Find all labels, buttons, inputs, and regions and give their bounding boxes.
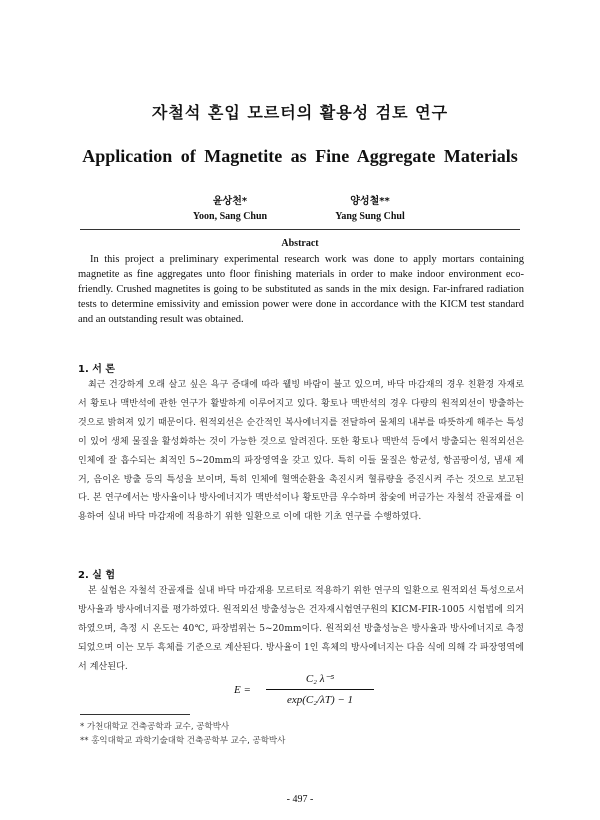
abstract-heading: Abstract	[281, 238, 319, 249]
author-1-name-korean: 윤상천*	[212, 196, 248, 207]
title-korean: 자철석 혼입 모르터의 활용성 검토 연구	[151, 103, 449, 122]
abstract-text: In this project a preliminary experimental research work was done to apply mortars containing magnetite as fine aggregates unto floor finishing materials in order to make indoor environment eco-friendly. Crushed magnetites is going to be substituted as sands in the mix design. Far-infrared radiation tests to determine emissivity and emission power were done in accordance with the KICM test standard and an outstanding result was obtained.	[78, 254, 524, 325]
page-number: - 497 -	[286, 794, 314, 805]
radiation-formula	[234, 670, 384, 718]
author-2	[300, 192, 440, 222]
author-2-name-korean: 양성철**	[350, 196, 390, 207]
formula-lhs: E =	[234, 684, 251, 696]
formula-denominator: exp(C₂/λT) − 1	[286, 694, 354, 706]
formula-fraction-bar	[266, 689, 374, 690]
formula-fraction	[266, 670, 374, 709]
title-english: Application of Magnetite as Fine Aggregate Materials	[82, 146, 518, 166]
author-2-name-english: Yang Sung Chul	[335, 211, 405, 222]
section-1-heading: 1. 서 론	[78, 364, 116, 375]
footnote-1: * 가천대학교 건축공학과 교수, 공학박사	[80, 722, 230, 732]
section-2-heading: 2. 실 험	[78, 570, 116, 581]
header-divider	[80, 229, 520, 230]
formula-numerator: C₂ λ⁻⁵	[305, 673, 335, 685]
section-1-text: 최근 건강하게 오래 살고 싶은 욕구 증대에 따라 웰빙 바람이 불고 있으며, 바닥 마감재의 경우 친환경 자재로서 황토나 맥반석에 관한 연구가 활발하게 이루어지고 있다. 황토나 맥반석의 경우 다량의 원적외선이 방출하는 것으로 밝혀져 있기 때문이다. 원적외선은 순간적인 복사에너지를 전달하여 물체의 내부를 따뜻하게 해주는 특성이 있어 생체 물질을 활성화하는 것이 가능한 것으로 알려진다. 또한 황토나 맥반석 등에서 방출되는 원적외선은 인체에 잘 흡수되는 최적인 5~20mm의 파장영역을 갖고 있다. 특히 이들 물질은 항균성, 항곰팡이성, 냄새 제거, 음이온 방출 등의 특성을 보이며, 특히 인체에 혈액순환을 촉진시켜 혈류량을 증진시켜 주는 것으로 보고된다. 본 연구에서는 방사율이나 방사에너지가 맥반석이나 황토만큼 우수하며 참숯에 버금가는 자철석 잔골재를 이용하여 실내 바닥 마감재에 적용하기 위한 일환으로 이에 대한 기초 연구를 수행하였다.	[78, 380, 524, 523]
footnote-divider	[80, 714, 190, 715]
author-1-name-english: Yoon, Sang Chun	[192, 211, 268, 222]
section-2-text: 본 실험은 자철석 잔골재를 실내 바닥 마감재용 모르터로 적용하기 위한 연구의 일환으로 원적외선 특성으로서 방사율과 방사에너지를 평가하였다. 원적외선 방출성능은 건자재시험연구원의 KICM-FIR-1005 시험법에 의거하였으며, 측정 시 온도는 40℃, 파장범위는 5~20mm이다. 원적외선 방출성능은 방사율과 방사에너지로 측정되었으며 이는 모두 흑체를 기준으로 계산된다. 방사율이 1인 흑체의 방사에너지는 다음 식에 의해 각 파장영역에서 계산된다.	[78, 586, 524, 672]
author-1	[160, 192, 300, 222]
footnote-2: ** 홍익대학교 과학기술대학 건축공학부 교수, 공학박사	[80, 736, 286, 746]
